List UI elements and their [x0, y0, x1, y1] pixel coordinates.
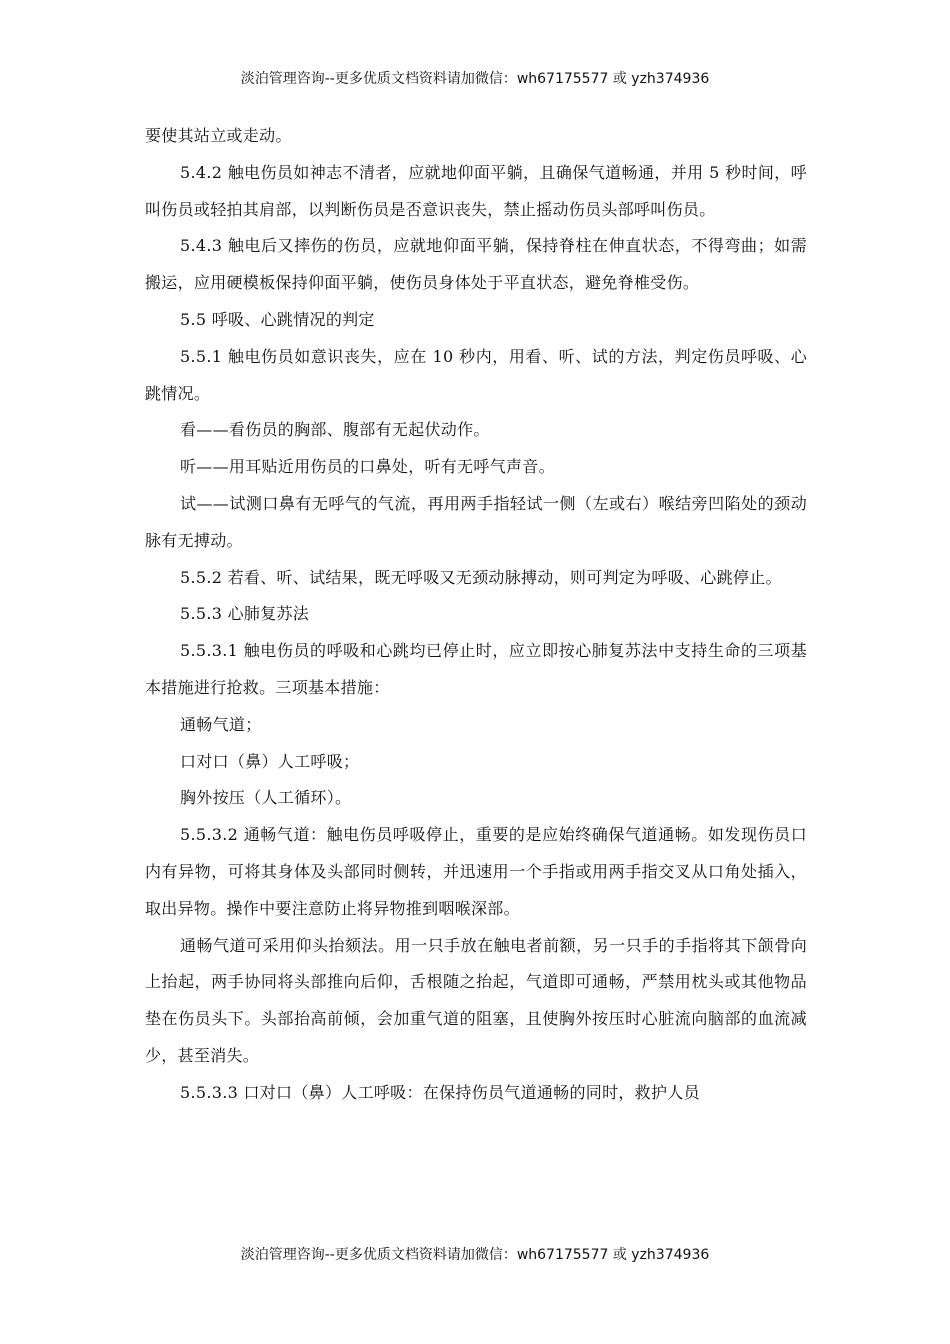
paragraph-16: 通畅气道可采用仰头抬颏法。用一只手放在触电者前额，另一只手的手指将其下颌骨向上抬起，两手协同将头部推向后仰，舌根随之抬起，气道即可通畅，严禁用枕头或其他物品垫在伤员头下。头部抬高前倾，会加重气道的阻塞，且使胸外按压时心脏流向脑部的血流减少，甚至消失。: [145, 935, 807, 1065]
document-body: [145, 118, 807, 1112]
paragraph-15: 5.5.3.2 通畅气道：触电伤员呼吸停止，重要的是应始终确保气道通畅。如发现伤员口内有异物，可将其身体及头部同时侧转，并迅速用一个手指或用两手指交叉从口角处插入，取出异物。操作中要注意防止将异物推到咽喉深部。: [145, 825, 807, 918]
measure-item-3: 胸外按压（人工循环）。: [180, 788, 352, 808]
measure-item-2: 口对口（鼻）人工呼吸；: [180, 751, 360, 771]
page-header: 淡泊管理咨询--更多优质文档资料请加微信：wh67175577 或 yzh374936: [240, 71, 710, 87]
measure-item-1: 通畅气道；: [180, 714, 262, 734]
paragraph-17: 5.5.3.3 口对口（鼻）人工呼吸：在保持伤员气道通畅的同时，救护人员: [180, 1082, 700, 1102]
paragraph-3: 5.4.3 触电后又摔伤的伤员，应就地仰面平躺，保持脊柱在伸直状态，不得弯曲；如需搬运，应用硬模板保持仰面平躺，使伤员身体处于平直状态，避免脊椎受伤。: [145, 236, 807, 293]
paragraph-look: 看——看伤员的胸部、腹部有无起伏动作。: [180, 420, 490, 440]
paragraph-9: 5.5.2 若看、听、试结果，既无呼吸又无颈动脉搏动，则可判定为呼吸、心跳停止。: [180, 567, 782, 587]
paragraph-11: 5.5.3.1 触电伤员的呼吸和心跳均已停止时，应立即按心肺复苏法中支持生命的三项基本措施进行抢救。三项基本措施：: [145, 641, 807, 697]
paragraph-test: 试——试测口鼻有无呼气的气流，再用两手指轻试一侧（左或右）喉结旁凹陷处的颈动脉有无搏动。: [145, 493, 807, 550]
paragraph-listen: 听——用耳贴近用伤员的口鼻处，听有无呼气声音。: [180, 457, 555, 477]
section-heading-5-5: 5.5 呼吸、心跳情况的判定: [180, 309, 375, 329]
paragraph-1: 要使其站立或走动。: [145, 126, 292, 145]
paragraph-5: 5.5.1 触电伤员如意识丧失，应在 10 秒内，用看、听、试的方法，判定伤员呼吸、心跳情况。: [145, 346, 807, 403]
section-heading-5-5-3: 5.5.3 心肺复苏法: [180, 604, 310, 624]
page-footer: 淡泊管理咨询--更多优质文档资料请加微信：wh67175577 或 yzh374936: [240, 1247, 710, 1263]
paragraph-2: 5.4.2 触电伤员如神志不清者，应就地仰面平躺，且确保气道畅通，并用 5 秒时间，呼叫伤员或轻拍其肩部，以判断伤员是否意识丧失，禁止摇动伤员头部呼叫伤员。: [145, 162, 807, 219]
